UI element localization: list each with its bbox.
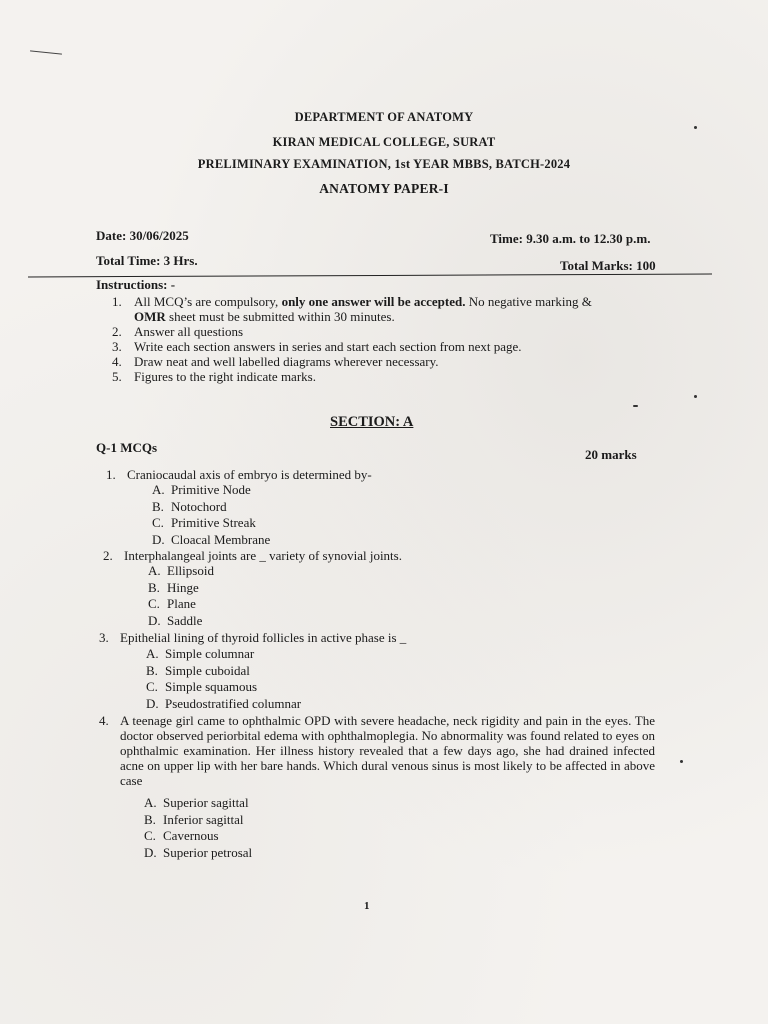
option-item: D. Cloacal Membrane bbox=[152, 531, 271, 547]
instruction-item: 3. Write each section answers in series and start each section from next page. bbox=[112, 339, 522, 354]
section-title: SECTION: A bbox=[330, 414, 414, 430]
department-heading: DEPARTMENT OF ANATOMY bbox=[294, 110, 474, 124]
exam-heading: PRELIMINARY EXAMINATION, 1st YEAR MBBS, BATCH-2024 bbox=[197, 157, 571, 171]
question-4-options bbox=[144, 795, 252, 861]
q1-title: Q-1 MCQs bbox=[96, 440, 158, 455]
instruction-item: 4. Draw neat and well labelled diagrams wherever necessary. bbox=[112, 354, 439, 369]
option-item: D. Pseudostratified columnar bbox=[146, 695, 302, 711]
option-item: B. Simple cuboidal bbox=[146, 662, 250, 678]
q1-marks: 20 marks bbox=[585, 447, 637, 462]
option-item: A. Ellipsoid bbox=[148, 563, 214, 578]
instruction-item: 5. Figures to the right indicate marks. bbox=[112, 369, 316, 384]
instructions-title: Instructions: - bbox=[96, 277, 176, 292]
option-item: B. Inferior sagittal bbox=[144, 811, 244, 827]
option-item: C. Simple squamous bbox=[146, 679, 258, 694]
option-item: D. Saddle bbox=[148, 612, 203, 628]
option-item: A. Primitive Node bbox=[152, 482, 251, 497]
exam-date: Date: 30/06/2025 bbox=[96, 228, 189, 243]
speck bbox=[694, 126, 697, 129]
option-item: B. Notochord bbox=[152, 498, 227, 514]
instruction-item: 2. Answer all questions bbox=[112, 324, 244, 339]
question-2-options bbox=[148, 563, 214, 629]
option-item: A. Superior sagittal bbox=[144, 795, 249, 810]
page-number: 1 bbox=[364, 900, 370, 912]
question-3-options bbox=[146, 646, 301, 712]
speck bbox=[694, 395, 697, 398]
question-4: 4. A teenage girl came to ophthalmic OPD with severe headache, neck rigidity and pain in the eyes. The doctor observed periorbital edema with ophthalmoplegia. No abnormality was found related to eyes on ophthalmic examination. Her illness history revealed that a few days ago, she had drained infected acne on upper lip with her bare hands. Which dural venous sinus is most likely to be affected in above case bbox=[99, 713, 656, 788]
speck bbox=[680, 760, 683, 763]
instruction-item: 1. All MCQ’s are compulsory, only one answer will be accepted. No negative marking & OMR sheet must be submitted within 30 minutes. bbox=[112, 294, 592, 324]
option-item: C. Primitive Streak bbox=[152, 515, 256, 530]
total-marks: Total Marks: 100 bbox=[560, 258, 656, 273]
option-item: C. Plane bbox=[148, 596, 196, 611]
option-item: A. Simple columnar bbox=[146, 646, 255, 661]
option-item: B. Hinge bbox=[148, 579, 199, 595]
total-time: Total Time: 3 Hrs. bbox=[96, 253, 198, 268]
college-heading: KIRAN MEDICAL COLLEGE, SURAT bbox=[272, 135, 496, 149]
instructions-list bbox=[112, 294, 672, 384]
paper-heading: ANATOMY PAPER-I bbox=[319, 181, 449, 196]
option-item: C. Cavernous bbox=[144, 828, 219, 843]
question-1-options bbox=[152, 482, 270, 548]
speck bbox=[633, 405, 638, 407]
pen-mark bbox=[30, 50, 62, 54]
option-item: D. Superior petrosal bbox=[144, 844, 253, 860]
exam-time: Time: 9.30 a.m. to 12.30 p.m. bbox=[490, 231, 651, 246]
exam-page: DEPARTMENT OF ANATOMY KIRAN MEDICAL COLLEGE, SURAT PRELIMINARY EXAMINATION, 1st YEAR MBBS, BATCH-2024 ANATOMY PAPER-I Date: 30/06/2025 Time: 9.30 a.m. to 12.30 p.m. Total Time: 3 Hrs. Total Marks: 100 Instructions: - 1. All MCQ’s are compulsory, only one answer will be accepted. No negative marking & OMR sheet must be submitted within 30 minutes. 2. Answer all questions 3. Write each section answers in series and start each section from next page. 4. Draw neat and well labelled diagrams wherever necessary. 5. Figures to the right indicate marks. SECTION: A Q-1 MCQs 20 marks 1. Craniocaudal axis of embryo is determined by- A. Primitive Node B. Notochord C. Primitive Streak D. Cloacal Membrane 2. Interphalangeal joints are _ variety of synovial joints. A. Ellipsoid B. Hinge C. Plane D. Saddle 3. Epithelial lining of thyroid follicles in active phase is _ A. Simple columnar B. Simple cuboidal C. Simple squamous D. Pseudostratified columnar 4. A teenage girl came to ophthalmic OPD with severe headache, neck rigidity and pain in the eyes. The doctor observed periorbital edema with ophthalmoplegia. No abnormality was found related to eyes on ophthalmic examination. Her illness history revealed that a few days ago, she had drained infected acne on upper lip with her bare hands. Which dural venous sinus is most likely to be affected in above case A. Superior sagittal B. Inferior sagittal C. Cavernous D. Superior petrosal 1 bbox=[0, 0, 768, 1024]
